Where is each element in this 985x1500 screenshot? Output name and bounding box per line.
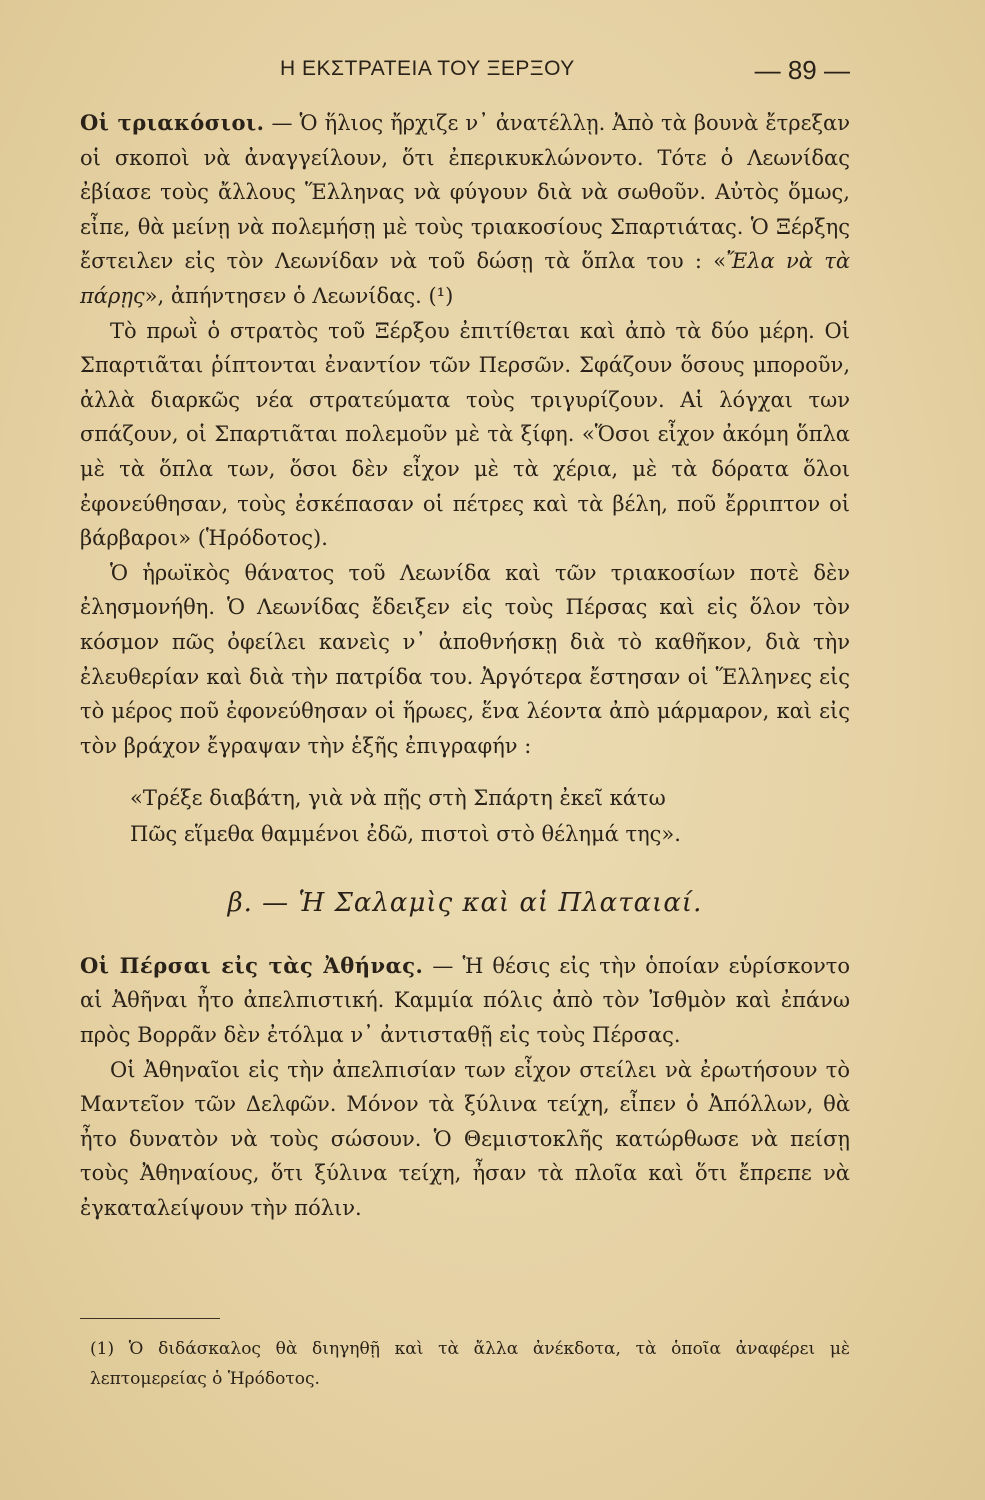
run-in-heading-persians-athens: Οἱ Πέρσαι εἰς τὰς Ἀθήνας. [80, 952, 424, 978]
page-number: — 89 — [754, 55, 850, 85]
section-heading-salamis: β. — Ἡ Σαλαμὶς καὶ αἱ Πλαταιαί. [227, 888, 703, 919]
italic-quote: Ἔλα νὰ τὰ πάρῃς [80, 249, 850, 308]
run-in-heading-three-hundred: Οἱ τριακόσιοι. [80, 110, 265, 135]
page-body [80, 106, 850, 1226]
running-title: Η ΕΚΣΤΡΑΤΕΙΑ ΤΟΥ ΞΕΡΞΟΥ [280, 57, 575, 80]
epigram-quote [130, 780, 850, 852]
page-header [90, 55, 850, 91]
footnote-divider [80, 1318, 220, 1319]
footnote: (1) Ὁ διδάσκαλος θὰ διηγηθῇ καὶ τὰ ἄλλα ἀνέκδοτα, τὰ ὁποῖα ἀναφέρει μὲ λεπτομερείας ὁ Ἡρόδοτος. [90, 1339, 850, 1389]
epigram-line-1: «Τρέξε διαβάτη, γιὰ νὰ πῇς στὴ Σπάρτη ἐκεῖ κάτω [130, 786, 666, 811]
epigram-line-2: Πῶς εἵμεθα θαμμένοι ἐδῶ, πιστοὶ στὸ θέλημά της». [130, 822, 681, 847]
paragraph-thermopylae-2: Τὸ πρωῒ ὁ στρατὸς τοῦ Ξέρξου ἐπιτίθεται καὶ ἀπὸ τὰ δύο μέρη. Οἱ Σπαρτιᾶται ῥίπτονται ἐναντίον τῶν Περσῶν. Σφάζουν ὅσους μποροῦν, ἀλλὰ διαρκῶς νέα στρατεύματα τοὺς τριγυρίζουν. Αἱ λόγχαι των σπάζουν, οἱ Σπαρτιᾶται πολεμοῦν μὲ τὰ ξίφη. «Ὅσοι εἶχον ἀκόμη ὅπλα μὲ τὰ ὅπλα των, ὅσοι δὲν εἶχον μὲ τὰ χέρια, μὲ τὰ δόρατα ὅλοι ἐφονεύθησαν, τοὺς ἐσκέπασαν οἱ πέτρες καὶ τὰ βέλη, ποῦ ἔρριπτον οἱ βάρβαροι» (Ἡρόδοτος). [80, 318, 850, 551]
paragraph-text: — Ἡ θέσις εἰς τὴν ὁποίαν εὑρίσκοντο αἱ Ἀθῆναι ἦτο ἀπελπιστική. Καμμία πόλις ἀπὸ τὸν Ἰσθμὸν καὶ ἐπάνω πρὸς Βορρᾶν δὲν ἐτόλμα ν᾽ ἀντισταθῇ εἰς τοὺς Πέρσας. [80, 953, 850, 1048]
paragraph-thermopylae-1 [80, 106, 850, 314]
paragraph-text: », ἀπήντησεν ὁ Λεωνίδας. (¹) [144, 283, 454, 308]
paragraph-text: — Ὁ ἥλιος ἤρχιζε ν᾽ ἀνατέλλῃ. Ἀπὸ τὰ βουνὰ ἔτρεξαν οἱ σκοποὶ νὰ ἀναγγείλουν, ὅτι ἐπερικυκλώνοντο. Τότε ὁ Λεωνίδας ἐβίασε τοὺς ἄλλους Ἕλληνας νὰ φύγουν διὰ νὰ σωθοῦν. Αὐτὸς ὅμως, εἶπε, θὰ μείνῃ νὰ πολεμήσῃ μὲ τοὺς τριακοσίους Σπαρτιάτας. Ὁ Ξέρξης ἔστειλεν εἰς τὸν Λεωνίδαν νὰ τοῦ δώσῃ τὰ ὅπλα του : « [80, 111, 850, 274]
paragraph-thermopylae-3: Ὁ ἡρωϊκὸς θάνατος τοῦ Λεωνίδα καὶ τῶν τριακοσίων ποτὲ δὲν ἐλησμονήθη. Ὁ Λεωνίδας ἔδειξεν εἰς τοὺς Πέρσας καὶ εἰς ὅλον τὸν κόσμον πῶς ὀφείλει κανεὶς ν᾽ ἀποθνήσκῃ διὰ τὸ καθῆκον, διὰ τὴν ἐλευθερίαν καὶ διὰ τὴν πατρίδα του. Ἀργότερα ἔστησαν οἱ Ἕλληνες εἰς τὸ μέρος ποῦ ἐφονεύθησαν οἱ ἥρωες, ἕνα λέοντα ἀπὸ μάρμαρον, καὶ εἰς τὸν βράχον ἔγραψαν τὴν ἑξῆς ἐπιγραφήν : [80, 560, 850, 758]
paragraph-athens-1 [80, 949, 850, 1053]
paragraph-athens-2: Οἱ Ἀθηναῖοι εἰς τὴν ἀπελπισίαν των εἶχον στείλει νὰ ἐρωτήσουν τὸ Μαντεῖον τῶν Δελφῶν. Μόνον τὰ ξύλινα τείχη, εἶπεν ὁ Ἀπόλλων, θὰ ἦτο δυνατὸν νὰ τοὺς σώσουν. Ὁ Θεμιστοκλῆς κατώρθωσε νὰ πείσῃ τοὺς Ἀθηναίους, ὅτι ξύλινα τείχη, ἦσαν τὰ πλοῖα καὶ ὅτι ἔπρεπε νὰ ἐγκαταλείψουν τὴν πόλιν. [80, 1057, 850, 1221]
